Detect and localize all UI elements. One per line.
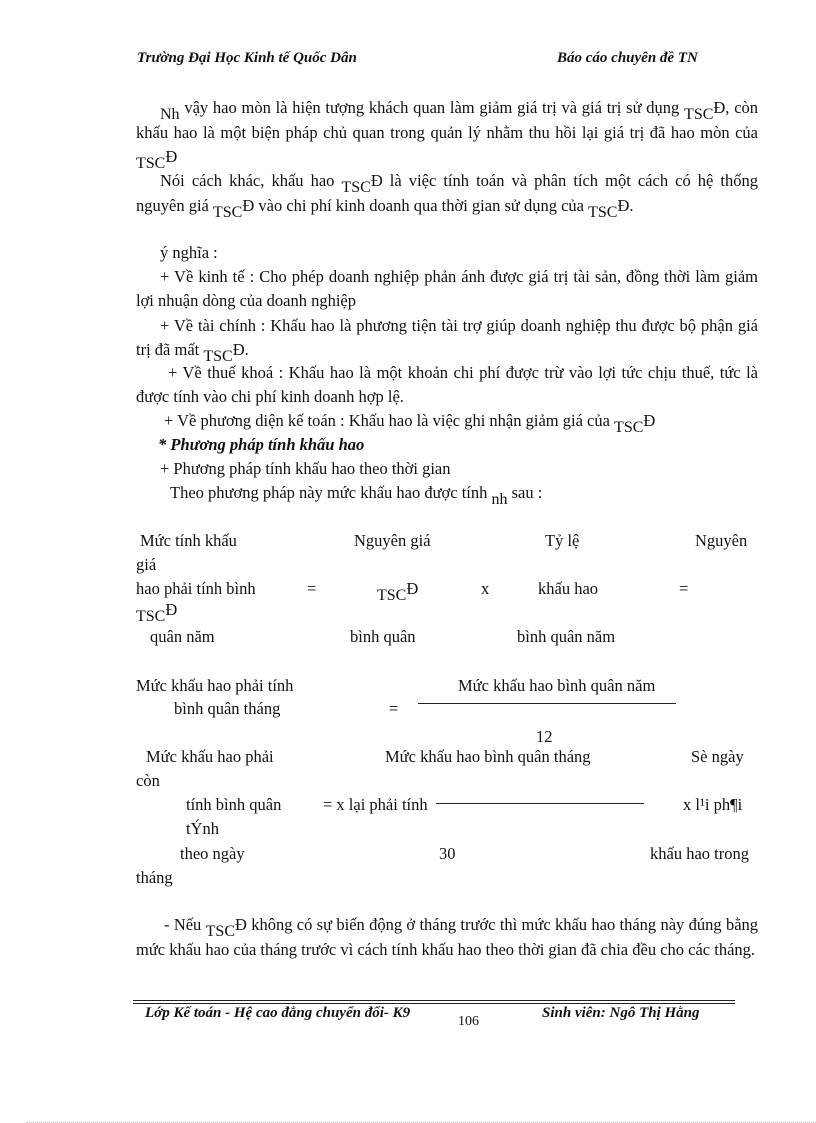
text-p1-b: vậy hao mòn là hiện tượng khách quan làm giảm giá trị và giá trị sử dụng (184, 98, 680, 117)
text-tai-chinh-a: + Về tài chính : Khấu hao là phương tiện tài trợ giúp doanh nghiệp thu được bộ phận giá trị đã mất (136, 316, 758, 359)
f3-r3b: = x lại phải tính (323, 795, 428, 814)
text-tsc: TSC (684, 106, 714, 123)
text-tsc: TSC (212, 204, 243, 221)
f1-r5c1: quân năm (150, 627, 215, 646)
footer-rule-top (133, 1000, 735, 1001)
text-ke-toan-a: + Về phương diện kế toán : Khấu hao là việc ghi nhận giảm giá của (164, 411, 610, 430)
f3-c1: Mức khấu hao phải (146, 747, 274, 766)
f3-r6: tháng (136, 868, 173, 887)
footer-class: Lớp Kế toán - Hệ cao đẳng chuyển đổi- K9 (145, 1005, 411, 1021)
text-p1-f: Đ (165, 147, 178, 166)
paragraph-hao-mon (136, 96, 758, 170)
text-ke-toan-c: Đ (643, 411, 656, 430)
text-d: Đ (406, 579, 419, 598)
f3-r5c: khấu hao trong (650, 844, 749, 863)
f3-r3c: x l¹i ph¶i (683, 795, 743, 814)
paragraph-tai-chinh (136, 314, 758, 363)
f1-r2c1: giá (136, 555, 157, 574)
paragraph-khau-hao-definition (136, 169, 758, 219)
method-intro (170, 481, 542, 506)
paragraph-ke-toan (164, 409, 655, 434)
header-school: Trường Đại Học Kinh tế Quốc Dân (137, 50, 357, 66)
text-d: Đ (165, 600, 178, 619)
f1-r4c1 (136, 598, 177, 623)
f1-r3-times: x (481, 579, 490, 598)
f1-r1c2: Nguyên giá (354, 531, 431, 550)
text-tsc: TSC (588, 204, 618, 221)
header-report-title: Báo cáo chuyên đề TN (557, 50, 698, 66)
text-tsc: TSC (136, 155, 166, 172)
text-nh: Nh (160, 106, 180, 123)
text-nh: nh (491, 491, 508, 508)
f2-left-1: Mức khấu hao phải tính (136, 676, 294, 695)
f3-c2: Mức khấu hao bình quân tháng (385, 747, 591, 766)
paragraph-thue-khoa: + Về thuế khoá : Khấu hao là một khoản chi phí được trừ vào lợi tức chịu thuế, tức là được tính vào chi phí kinh doanh hợp lệ. (136, 363, 758, 406)
section-heading: * Phương pháp tính khấu hao (158, 435, 365, 454)
f2-denominator: 12 (536, 727, 553, 746)
text-p1-d: Đ, còn khấu hao là một biện pháp chủ quan trong quản lý nhằm thu hồi lại giá trị đã hao mòn của (136, 98, 759, 142)
text-tsc: TSC (377, 587, 407, 604)
f3-r2: còn (136, 771, 160, 790)
f3-r5a: theo ngày (180, 844, 245, 863)
y-nghia-label: ý nghĩa : (160, 243, 218, 262)
f1-r3c2 (377, 577, 418, 602)
f2-equals: = (389, 699, 399, 718)
f2-numerator: Mức khấu hao bình quân năm (458, 676, 656, 695)
f3-r3a: tính bình quân (186, 795, 282, 814)
f1-r3-equals: = (307, 579, 317, 598)
text-tai-chinh-c: Đ. (232, 340, 249, 359)
f1-r3c1: hao phải tính bình (136, 579, 256, 598)
f2-left-2: bình quân tháng (174, 699, 281, 718)
f3-fraction-bar (436, 803, 644, 804)
f1-r5c3: bình quân năm (517, 627, 616, 646)
text-p2-g: Đ. (617, 196, 634, 215)
f1-r3c3: khấu hao (538, 579, 599, 598)
text-tsc: TSC (614, 419, 644, 436)
footer-rule-bottom (133, 1003, 735, 1004)
paragraph-final (136, 913, 758, 962)
f1-r1c1: Mức tính khấu (140, 531, 237, 550)
f1-r1c3: Tỷ lệ (545, 531, 580, 550)
text-tsc: TSC (341, 179, 371, 196)
text-final-a: - Nếu (164, 915, 202, 934)
text-tsc: TSC (136, 608, 166, 625)
text-p2-a: Nói cách khác, khấu hao (160, 171, 335, 190)
footer-student: Sinh viên: Ngô Thị Hằng (542, 1005, 700, 1021)
f3-r5b: 30 (439, 844, 456, 863)
f3-c3: Sè ngày (691, 747, 744, 766)
text-tsc: TSC (205, 923, 235, 940)
paragraph-kinh-te: + Về kinh tế : Cho phép doanh nghiệp phản ánh được giá trị tài sản, đồng thời làm giảm lợi nhuận dòng của doanh nghiệp (136, 267, 758, 310)
text-final-c: Đ không có sự biến động ở tháng trước thì mức khấu hao tháng này đúng bằng mức khấu hao của tháng trước vì cách tính khấu hao theo thời gian đã chia đều cho các tháng. (136, 915, 759, 959)
text-p2-c: Đ là việc tính toán và phân tích một cách có hệ thống nguyên giá (136, 171, 759, 215)
f1-r1c4: Nguyên (695, 531, 748, 550)
text-tsc: TSC (203, 348, 233, 365)
page-number: 106 (458, 1014, 479, 1029)
text-theo-pp-c: sau : (511, 483, 543, 502)
f2-fraction-bar (418, 703, 676, 704)
text-theo-pp-a: Theo phương pháp này mức khấu hao được tính (170, 483, 488, 502)
method-time: + Phương pháp tính khấu hao theo thời gian (160, 459, 451, 478)
text-p2-e: Đ vào chi phí kinh doanh qua thời gian sử dụng của (242, 196, 584, 215)
f1-r3-equals-2: = (679, 579, 689, 598)
f1-r5c2: bình quân (350, 627, 416, 646)
f3-r4: tÝnh (186, 819, 219, 838)
